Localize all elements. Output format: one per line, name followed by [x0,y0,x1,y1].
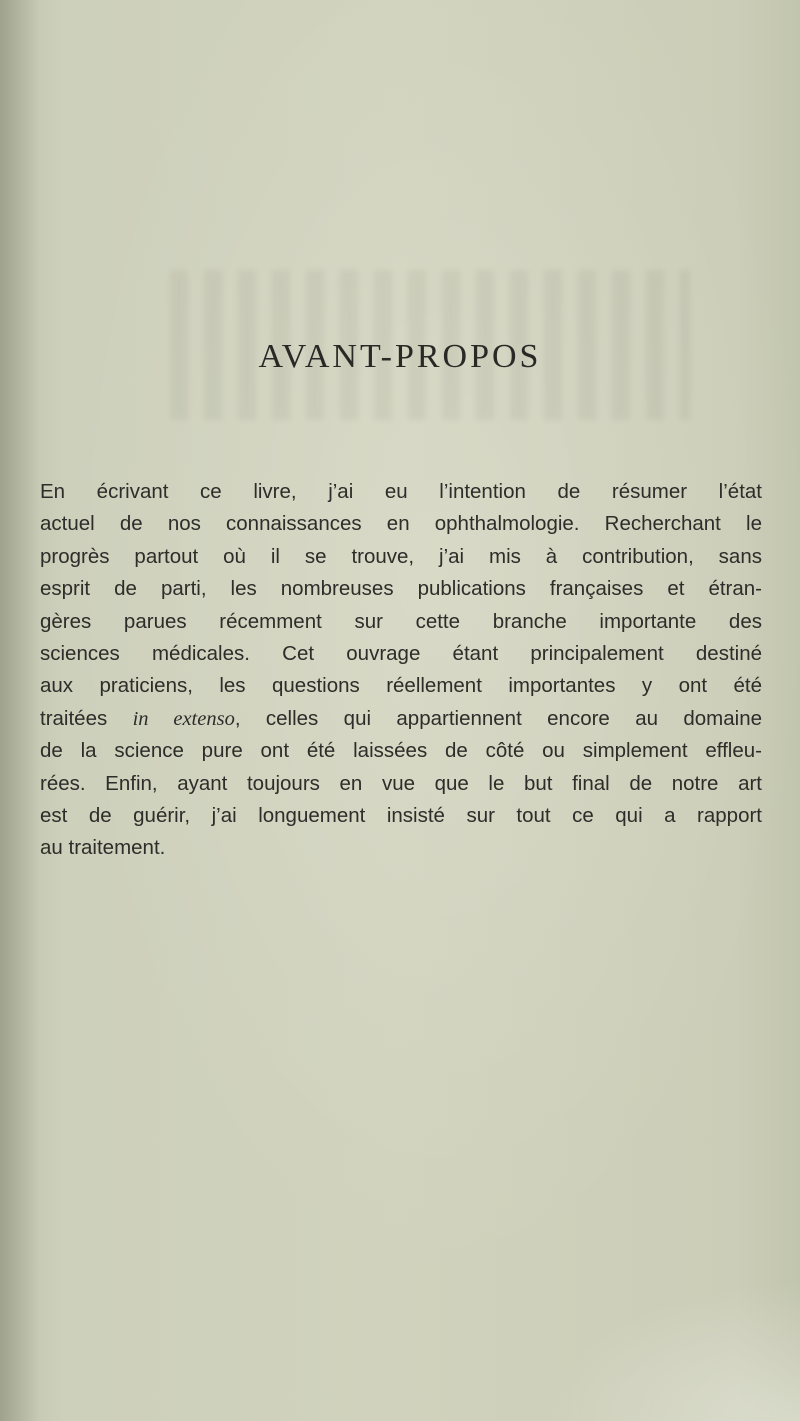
text-line: de la science pure ont été laissées de côté ou simplement effleu- [40,739,762,763]
text-line: esprit de parti, les nombreuses publications françaises et étran- [40,577,762,601]
text-line: sciences médicales. Cet ouvrage étant principalement destiné [40,642,762,666]
text-line: En écrivant ce livre, j’ai eu l’intention de résumer l’état [40,480,762,503]
text-line: progrès partout où il se trouve, j’ai mis à contribution, sans [40,544,762,568]
text-line [40,703,762,735]
page-title: AVANT-PROPOS [258,338,542,375]
text-line: est de guérir, j’ai longuement insisté sur tout ce qui a rapport [40,804,762,828]
text-line: aux praticiens, les questions réellement importantes y ont été [40,674,762,698]
preface-paragraph [40,476,762,865]
text-line: au traitement. [40,836,166,860]
text-line: actuel de nos connaissances en ophthalmologie. Recherchant le [40,512,762,536]
italic-phrase: in extenso [132,707,235,730]
text-line: rées. Enfin, ayant toujours en vue que le but final de notre art [40,771,762,795]
paper-stain [540,1281,800,1421]
gutter-shadow [0,0,40,1421]
text-segment: traitées [40,706,133,730]
text-segment: , celles qui appartiennent encore au domaine [234,706,763,730]
text-line: gères parues récemment sur cette branche importante des [40,609,762,633]
